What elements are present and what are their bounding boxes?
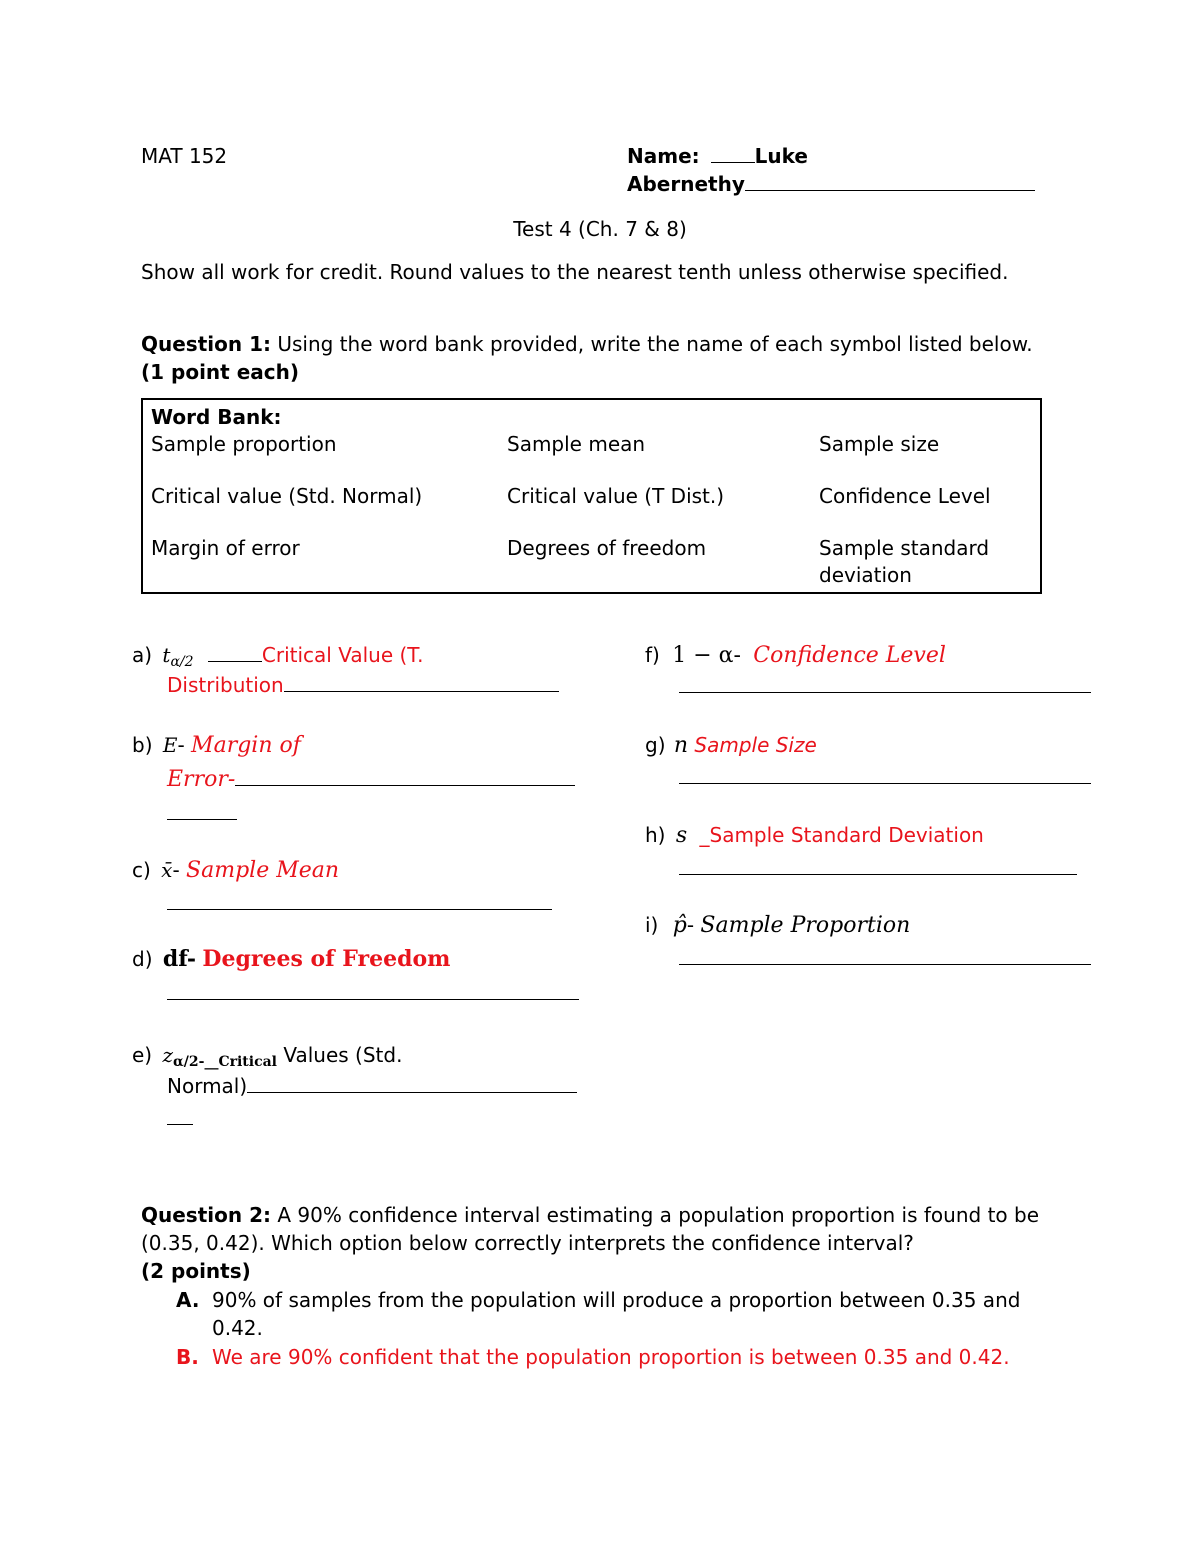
item-f-symbol: 1 − α- bbox=[672, 643, 741, 668]
test-title: Test 4 (Ch. 7 & 8) bbox=[513, 217, 687, 241]
item-d-blank bbox=[167, 999, 579, 1000]
item-b-answer-line1: Margin of bbox=[191, 733, 301, 758]
question-1-text: Using the word bank provided, write the name of each symbol listed below. bbox=[270, 332, 1033, 356]
option-b bbox=[176, 1343, 1056, 1371]
word-bank-entry: Critical value (T Dist.) bbox=[507, 484, 725, 508]
word-bank-entry: Margin of error bbox=[151, 536, 300, 560]
word-bank-entry: Degrees of freedom bbox=[507, 536, 707, 560]
item-a-letter: a) bbox=[132, 643, 153, 667]
word-bank-entry: Sample standard deviation bbox=[819, 536, 990, 587]
question-1-points: (1 point each) bbox=[141, 360, 299, 384]
word-bank-title: Word Bank: bbox=[151, 405, 282, 429]
item-c bbox=[132, 855, 339, 886]
item-e-blank-trail bbox=[247, 1091, 577, 1093]
item-d-answer: Degrees of Freedom bbox=[202, 946, 451, 972]
item-c-answer: Sample Mean bbox=[186, 858, 340, 883]
question-1-prompt bbox=[141, 330, 1041, 386]
question-2-points: (2 points) bbox=[141, 1259, 251, 1283]
course-code: MAT 152 bbox=[141, 144, 228, 168]
item-c-symbol: x̄ bbox=[161, 858, 173, 882]
word-bank-entry: Confidence Level bbox=[819, 484, 991, 508]
item-c-blank bbox=[167, 909, 552, 910]
option-a bbox=[176, 1286, 1056, 1342]
item-e-cont bbox=[167, 1071, 577, 1101]
student-last-name: Abernethy bbox=[627, 172, 745, 196]
item-i-answer: Sample Proportion bbox=[700, 913, 911, 938]
item-f-letter: f) bbox=[645, 643, 660, 667]
item-i bbox=[645, 910, 910, 941]
item-g-blank bbox=[679, 783, 1091, 784]
item-g-letter: g) bbox=[645, 733, 666, 757]
item-a-answer-line1: Critical Value (T. bbox=[261, 643, 424, 667]
item-b-dash: - bbox=[177, 733, 185, 757]
item-h-answer: _Sample Standard Deviation bbox=[699, 823, 984, 847]
instructions: Show all work for credit. Round values to the nearest tenth unless otherwise specified. bbox=[141, 260, 1009, 284]
word-bank-entry: Sample mean bbox=[507, 432, 646, 456]
item-a-blank-trail bbox=[284, 690, 559, 692]
question-2-prompt bbox=[141, 1201, 1056, 1285]
item-e-answer-line1: Values (Std. bbox=[283, 1043, 403, 1067]
item-f bbox=[645, 640, 946, 671]
name-label: Name: bbox=[627, 144, 700, 168]
item-f-blank bbox=[679, 692, 1091, 693]
item-b-letter: b) bbox=[132, 733, 153, 757]
item-e-letter: e) bbox=[132, 1043, 153, 1067]
item-i-symbol: p̂ bbox=[672, 913, 687, 938]
item-a-blank bbox=[208, 660, 262, 662]
option-a-text: 90% of samples from the population will produce a proportion between 0.35 and 0.42. bbox=[212, 1288, 1021, 1340]
name-blank-trail bbox=[745, 189, 1035, 191]
item-b-blank-extra bbox=[167, 819, 237, 820]
student-first-name: Luke bbox=[754, 144, 808, 168]
item-g-symbol: n bbox=[673, 733, 689, 758]
item-d bbox=[132, 944, 450, 974]
item-e-symbol: $z_{\alpha/2-\_\_Critical}$ bbox=[162, 1043, 277, 1070]
item-b-answer-line2: Error- bbox=[167, 767, 236, 792]
item-c-dash: - bbox=[172, 858, 180, 882]
question-2-text: A 90% confidence interval estimating a population proportion is found to be (0.35, 0.42). Which option below correctly interprets the confidence interval? bbox=[141, 1203, 1040, 1255]
item-a-answer-line2: Distribution bbox=[167, 673, 284, 697]
word-bank-entry: Sample size bbox=[819, 432, 940, 456]
word-bank-entry: Sample proportion bbox=[151, 432, 337, 456]
word-bank-entry: Critical value (Std. Normal) bbox=[151, 484, 423, 508]
item-h-letter: h) bbox=[645, 823, 666, 847]
item-g-answer: Sample Size bbox=[694, 733, 817, 757]
name-blank-lead bbox=[711, 161, 755, 163]
option-b-text: We are 90% confident that the population proportion is between 0.35 and 0.42. bbox=[212, 1345, 1010, 1369]
item-e-answer-line2: Normal) bbox=[167, 1074, 248, 1098]
student-name-block bbox=[627, 142, 1047, 198]
item-h-blank bbox=[679, 874, 1077, 875]
item-a-symbol: $t_{\alpha/2}$ bbox=[162, 643, 194, 670]
item-d-symbol: df- bbox=[162, 946, 197, 972]
option-b-letter: B. bbox=[176, 1345, 199, 1369]
item-b-symbol: E bbox=[162, 733, 178, 757]
item-a-cont bbox=[167, 670, 559, 700]
item-h-symbol: s bbox=[675, 823, 688, 848]
question-2-label: Question 2: bbox=[141, 1203, 271, 1227]
item-e-blank-extra bbox=[167, 1124, 193, 1125]
item-h bbox=[645, 820, 984, 851]
item-i-dash: - bbox=[686, 913, 695, 937]
word-bank bbox=[141, 398, 1042, 594]
option-a-letter: A. bbox=[176, 1288, 200, 1312]
item-b-cont bbox=[167, 764, 575, 795]
item-b-blank-trail bbox=[235, 784, 575, 786]
item-f-answer: Confidence Level bbox=[753, 643, 946, 668]
item-i-blank bbox=[679, 964, 1091, 965]
item-b bbox=[132, 730, 301, 761]
item-i-letter: i) bbox=[645, 913, 659, 937]
item-c-letter: c) bbox=[132, 858, 151, 882]
item-d-letter: d) bbox=[132, 947, 153, 971]
question-1-label: Question 1: bbox=[141, 332, 271, 356]
item-g bbox=[645, 730, 817, 761]
